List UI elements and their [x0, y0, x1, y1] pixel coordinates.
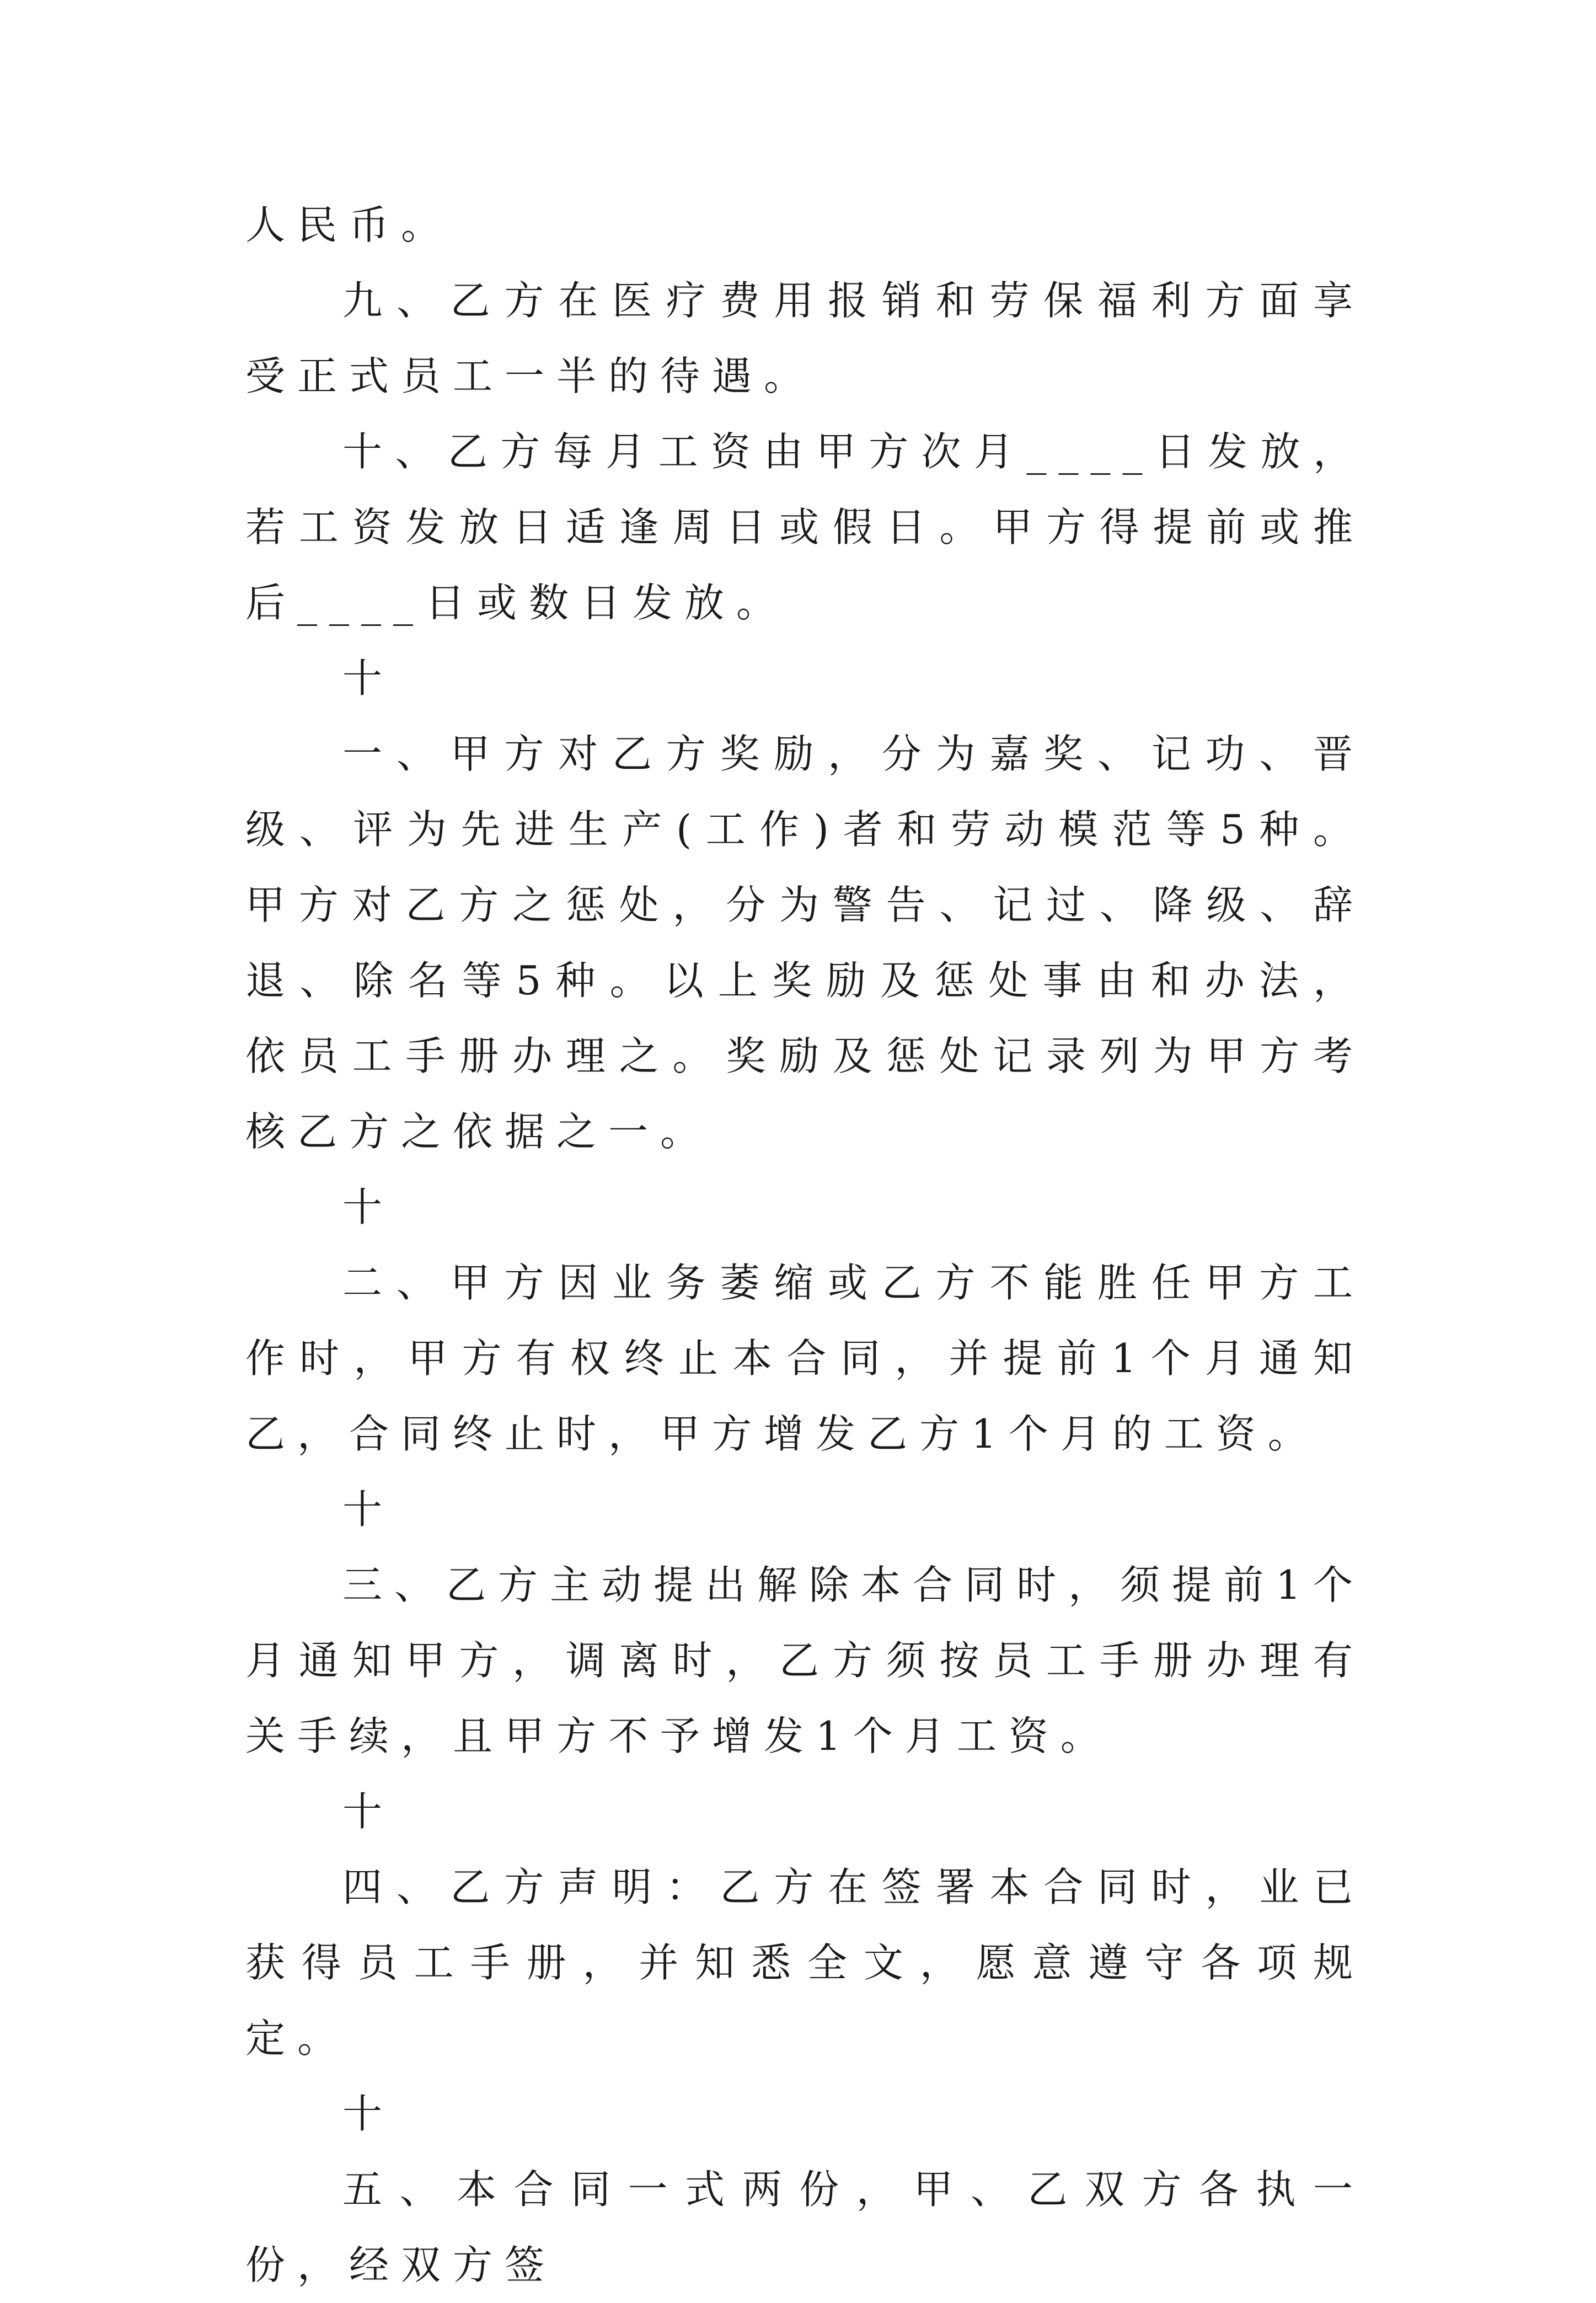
paragraph-clause-10: 十、乙方每月工资由甲方次月____日发放，若工资发放日适逢周日或假日。甲方得提前或推后____日或数日发放。 [245, 429, 1365, 626]
paragraph-clause-12: 二、甲方因业务萎缩或乙方不能胜任甲方工作时，甲方有权终止本合同，并提前1个月通知乙，合同终止时，甲方增发乙方1个月的工资。 [245, 1260, 1365, 1457]
paragraph-clause-12-number: 十 [342, 1184, 395, 1230]
paragraph-continuation: 人民币。 [245, 202, 453, 248]
paragraph-clause-11-number: 十 [342, 655, 395, 701]
paragraph-clause-9: 九、乙方在医疗费用报销和劳保福利方面享受正式员工一半的待遇。 [245, 277, 1365, 399]
paragraph-clause-14: 四、乙方声明：乙方在签署本合同时，业已获得员工手册，并知悉全文，愿意遵守各项规定。 [245, 1864, 1365, 2061]
paragraph-clause-14-number: 十 [342, 1788, 395, 1835]
paragraph-clause-13: 三、乙方主动提出解除本合同时，须提前1个月通知甲方，调离时，乙方须按员工手册办理有关手续，且甲方不予增发1个月工资。 [245, 1562, 1365, 1759]
paragraph-clause-15-number: 十 [342, 2091, 395, 2137]
paragraph-clause-11: 一、甲方对乙方奖励，分为嘉奖、记功、晋级、评为先进生产(工作)者和劳动模范等5种。甲方对乙方之惩处，分为警告、记过、降级、辞退、除名等5种。以上奖励及惩处事由和办法，依员工手册办理之。奖励及惩处记录列为甲方考核乙方之依据之一。 [245, 731, 1365, 1155]
document-body [245, 188, 1365, 2303]
paragraph-clause-15: 五、本合同一式两份，甲、乙双方各执一份，经双方签 [245, 2166, 1365, 2288]
paragraph-clause-13-number: 十 [342, 1486, 395, 1533]
